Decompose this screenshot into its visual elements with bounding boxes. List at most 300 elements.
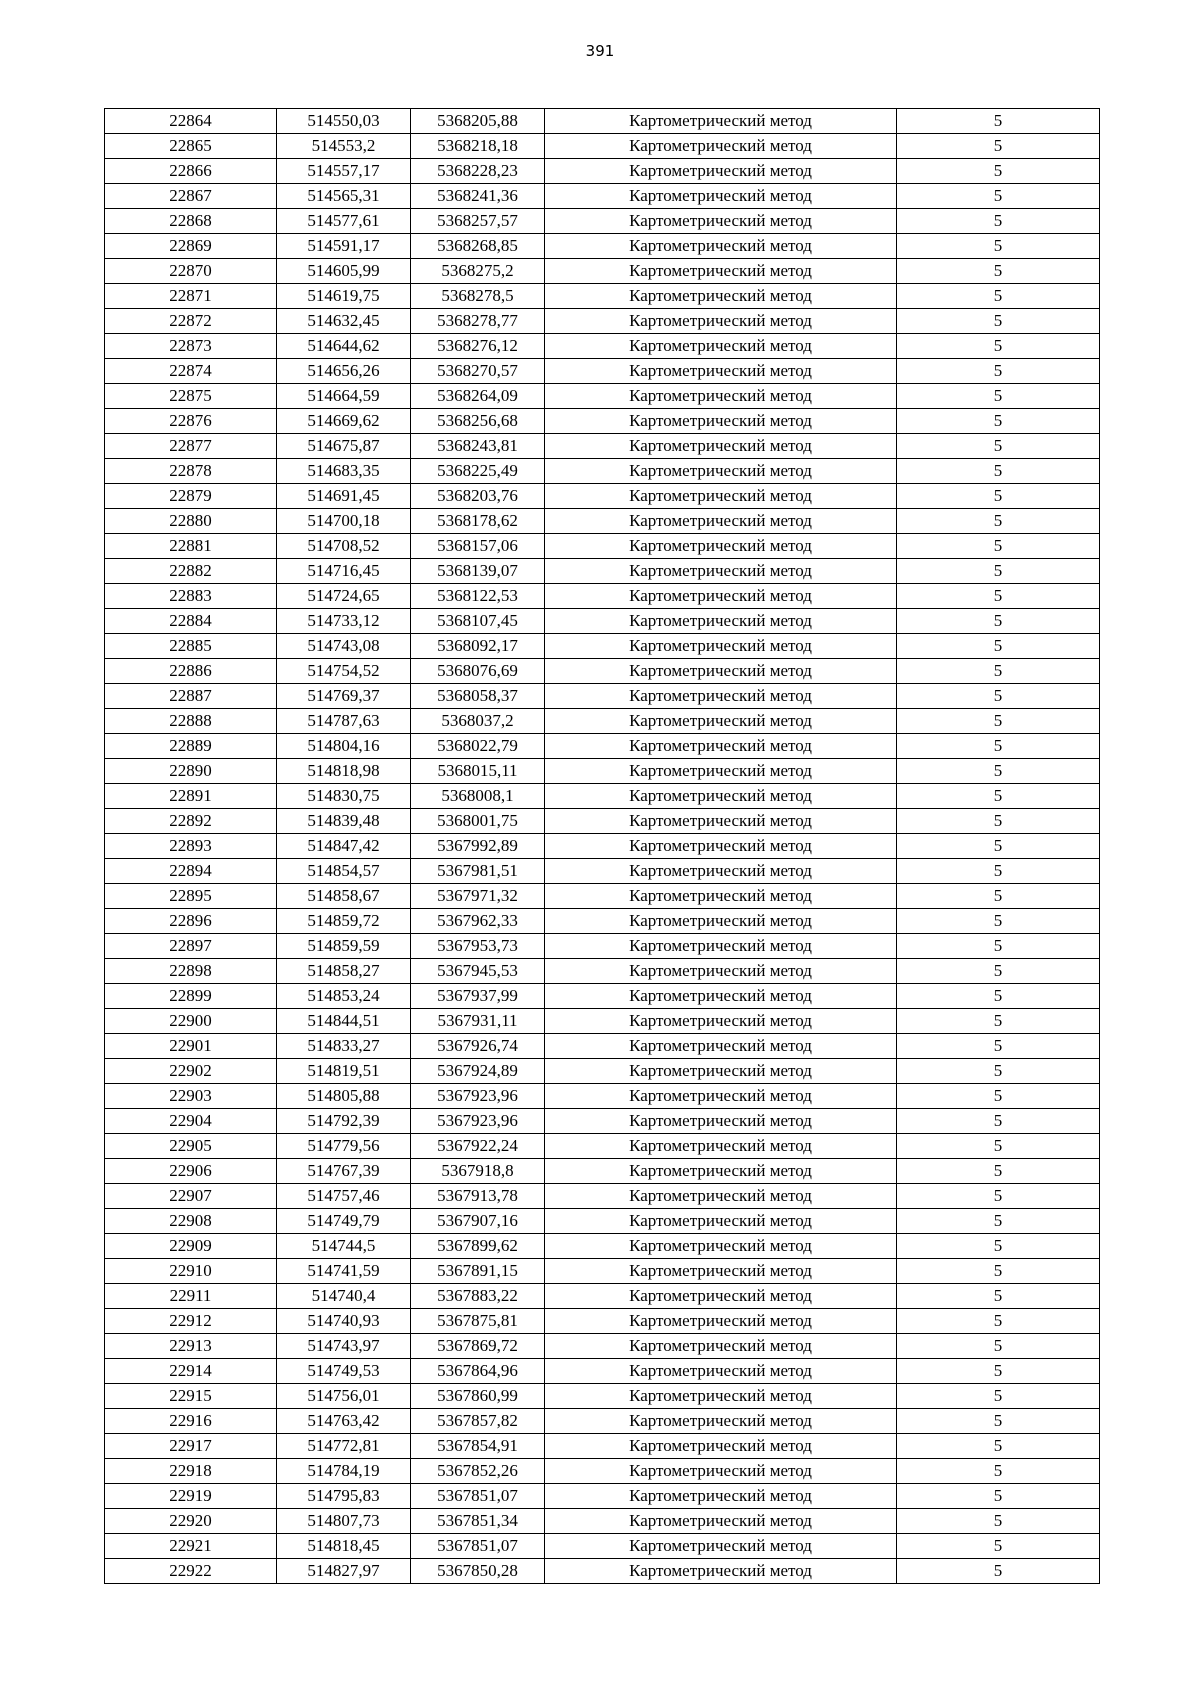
method-cell: Картометрический метод [545, 1259, 897, 1284]
y-coordinate-cell: 5367981,51 [411, 859, 545, 884]
x-coordinate-cell: 514819,51 [277, 1059, 411, 1084]
method-cell: Картометрический метод [545, 1184, 897, 1209]
point-number-cell: 22870 [105, 259, 277, 284]
precision-cell: 5 [897, 1109, 1100, 1134]
method-cell: Картометрический метод [545, 884, 897, 909]
y-coordinate-cell: 5368203,76 [411, 484, 545, 509]
table-row [105, 559, 1100, 584]
precision-cell: 5 [897, 184, 1100, 209]
precision-cell: 5 [897, 1409, 1100, 1434]
method-cell: Картометрический метод [545, 459, 897, 484]
method-cell: Картометрический метод [545, 134, 897, 159]
point-number-cell: 22866 [105, 159, 277, 184]
table-row [105, 909, 1100, 934]
table-row [105, 1434, 1100, 1459]
y-coordinate-cell: 5367918,8 [411, 1159, 545, 1184]
table-row [105, 1334, 1100, 1359]
method-cell: Картометрический метод [545, 1334, 897, 1359]
precision-cell: 5 [897, 634, 1100, 659]
y-coordinate-cell: 5368278,5 [411, 284, 545, 309]
table-row [105, 1059, 1100, 1084]
x-coordinate-cell: 514591,17 [277, 234, 411, 259]
table-row [105, 209, 1100, 234]
precision-cell: 5 [897, 1134, 1100, 1159]
y-coordinate-cell: 5368092,17 [411, 634, 545, 659]
point-number-cell: 22871 [105, 284, 277, 309]
table-row [105, 509, 1100, 534]
y-coordinate-cell: 5368205,88 [411, 109, 545, 134]
point-number-cell: 22865 [105, 134, 277, 159]
x-coordinate-cell: 514557,17 [277, 159, 411, 184]
method-cell: Картометрический метод [545, 1084, 897, 1109]
y-coordinate-cell: 5367923,96 [411, 1109, 545, 1134]
point-number-cell: 22909 [105, 1234, 277, 1259]
point-number-cell: 22889 [105, 734, 277, 759]
table-row [105, 1109, 1100, 1134]
x-coordinate-cell: 514744,5 [277, 1234, 411, 1259]
y-coordinate-cell: 5367899,62 [411, 1234, 545, 1259]
point-number-cell: 22899 [105, 984, 277, 1009]
x-coordinate-cell: 514844,51 [277, 1009, 411, 1034]
point-number-cell: 22884 [105, 609, 277, 634]
precision-cell: 5 [897, 209, 1100, 234]
y-coordinate-cell: 5367953,73 [411, 934, 545, 959]
method-cell: Картометрический метод [545, 434, 897, 459]
point-number-cell: 22876 [105, 409, 277, 434]
point-number-cell: 22904 [105, 1109, 277, 1134]
precision-cell: 5 [897, 1484, 1100, 1509]
point-number-cell: 22869 [105, 234, 277, 259]
point-number-cell: 22882 [105, 559, 277, 584]
point-number-cell: 22881 [105, 534, 277, 559]
x-coordinate-cell: 514767,39 [277, 1159, 411, 1184]
table-row [105, 1009, 1100, 1034]
y-coordinate-cell: 5367924,89 [411, 1059, 545, 1084]
table-row [105, 1484, 1100, 1509]
method-cell: Картометрический метод [545, 934, 897, 959]
method-cell: Картометрический метод [545, 1459, 897, 1484]
method-cell: Картометрический метод [545, 609, 897, 634]
y-coordinate-cell: 5368278,77 [411, 309, 545, 334]
x-coordinate-cell: 514804,16 [277, 734, 411, 759]
table-row [105, 1184, 1100, 1209]
table-row [105, 1159, 1100, 1184]
x-coordinate-cell: 514675,87 [277, 434, 411, 459]
x-coordinate-cell: 514779,56 [277, 1134, 411, 1159]
x-coordinate-cell: 514683,35 [277, 459, 411, 484]
method-cell: Картометрический метод [545, 1009, 897, 1034]
x-coordinate-cell: 514757,46 [277, 1184, 411, 1209]
method-cell: Картометрический метод [545, 1484, 897, 1509]
table-row [105, 834, 1100, 859]
x-coordinate-cell: 514743,97 [277, 1334, 411, 1359]
precision-cell: 5 [897, 534, 1100, 559]
table-row [105, 1259, 1100, 1284]
precision-cell: 5 [897, 409, 1100, 434]
y-coordinate-cell: 5368139,07 [411, 559, 545, 584]
x-coordinate-cell: 514741,59 [277, 1259, 411, 1284]
x-coordinate-cell: 514749,79 [277, 1209, 411, 1234]
y-coordinate-cell: 5368264,09 [411, 384, 545, 409]
y-coordinate-cell: 5368001,75 [411, 809, 545, 834]
method-cell: Картометрический метод [545, 509, 897, 534]
x-coordinate-cell: 514644,62 [277, 334, 411, 359]
method-cell: Картометрический метод [545, 709, 897, 734]
x-coordinate-cell: 514818,45 [277, 1534, 411, 1559]
y-coordinate-cell: 5368076,69 [411, 659, 545, 684]
point-number-cell: 22895 [105, 884, 277, 909]
table-row [105, 284, 1100, 309]
table-row [105, 809, 1100, 834]
method-cell: Картометрический метод [545, 184, 897, 209]
point-number-cell: 22915 [105, 1384, 277, 1409]
table-row [105, 159, 1100, 184]
point-number-cell: 22919 [105, 1484, 277, 1509]
precision-cell: 5 [897, 684, 1100, 709]
method-cell: Картометрический метод [545, 1059, 897, 1084]
table-row [105, 334, 1100, 359]
method-cell: Картометрический метод [545, 1234, 897, 1259]
method-cell: Картометрический метод [545, 909, 897, 934]
precision-cell: 5 [897, 1359, 1100, 1384]
point-number-cell: 22901 [105, 1034, 277, 1059]
precision-cell: 5 [897, 1259, 1100, 1284]
precision-cell: 5 [897, 934, 1100, 959]
table-row [105, 734, 1100, 759]
table-row [105, 759, 1100, 784]
point-number-cell: 22916 [105, 1409, 277, 1434]
page-number: 391 [585, 42, 615, 60]
table-row [105, 1134, 1100, 1159]
x-coordinate-cell: 514749,53 [277, 1359, 411, 1384]
point-number-cell: 22918 [105, 1459, 277, 1484]
point-number-cell: 22914 [105, 1359, 277, 1384]
point-number-cell: 22921 [105, 1534, 277, 1559]
precision-cell: 5 [897, 1434, 1100, 1459]
table-row [105, 934, 1100, 959]
table-row [105, 384, 1100, 409]
x-coordinate-cell: 514763,42 [277, 1409, 411, 1434]
y-coordinate-cell: 5367926,74 [411, 1034, 545, 1059]
y-coordinate-cell: 5368257,57 [411, 209, 545, 234]
table-row [105, 134, 1100, 159]
point-number-cell: 22900 [105, 1009, 277, 1034]
y-coordinate-cell: 5367992,89 [411, 834, 545, 859]
x-coordinate-cell: 514740,4 [277, 1284, 411, 1309]
method-cell: Картометрический метод [545, 1509, 897, 1534]
precision-cell: 5 [897, 359, 1100, 384]
x-coordinate-cell: 514769,37 [277, 684, 411, 709]
table-row [105, 609, 1100, 634]
precision-cell: 5 [897, 109, 1100, 134]
table-row [105, 1534, 1100, 1559]
precision-cell: 5 [897, 1059, 1100, 1084]
coordinates-table [104, 108, 1100, 1584]
y-coordinate-cell: 5367923,96 [411, 1084, 545, 1109]
precision-cell: 5 [897, 959, 1100, 984]
precision-cell: 5 [897, 759, 1100, 784]
y-coordinate-cell: 5368178,62 [411, 509, 545, 534]
point-number-cell: 22920 [105, 1509, 277, 1534]
precision-cell: 5 [897, 1184, 1100, 1209]
table-row [105, 1084, 1100, 1109]
table-row [105, 484, 1100, 509]
point-number-cell: 22867 [105, 184, 277, 209]
method-cell: Картометрический метод [545, 1359, 897, 1384]
y-coordinate-cell: 5368218,18 [411, 134, 545, 159]
precision-cell: 5 [897, 1034, 1100, 1059]
precision-cell: 5 [897, 859, 1100, 884]
x-coordinate-cell: 514708,52 [277, 534, 411, 559]
table-row [105, 409, 1100, 434]
table-row [105, 984, 1100, 1009]
point-number-cell: 22873 [105, 334, 277, 359]
precision-cell: 5 [897, 1284, 1100, 1309]
precision-cell: 5 [897, 284, 1100, 309]
y-coordinate-cell: 5368022,79 [411, 734, 545, 759]
point-number-cell: 22888 [105, 709, 277, 734]
table-row [105, 634, 1100, 659]
y-coordinate-cell: 5368256,68 [411, 409, 545, 434]
x-coordinate-cell: 514740,93 [277, 1309, 411, 1334]
y-coordinate-cell: 5367851,34 [411, 1509, 545, 1534]
y-coordinate-cell: 5368243,81 [411, 434, 545, 459]
y-coordinate-cell: 5367857,82 [411, 1409, 545, 1434]
method-cell: Картометрический метод [545, 1134, 897, 1159]
point-number-cell: 22887 [105, 684, 277, 709]
point-number-cell: 22913 [105, 1334, 277, 1359]
table-row [105, 234, 1100, 259]
precision-cell: 5 [897, 884, 1100, 909]
precision-cell: 5 [897, 459, 1100, 484]
precision-cell: 5 [897, 834, 1100, 859]
method-cell: Картометрический метод [545, 1409, 897, 1434]
x-coordinate-cell: 514632,45 [277, 309, 411, 334]
x-coordinate-cell: 514664,59 [277, 384, 411, 409]
method-cell: Картометрический метод [545, 734, 897, 759]
point-number-cell: 22875 [105, 384, 277, 409]
point-number-cell: 22894 [105, 859, 277, 884]
y-coordinate-cell: 5367852,26 [411, 1459, 545, 1484]
y-coordinate-cell: 5368268,85 [411, 234, 545, 259]
precision-cell: 5 [897, 159, 1100, 184]
point-number-cell: 22905 [105, 1134, 277, 1159]
point-number-cell: 22879 [105, 484, 277, 509]
method-cell: Картометрический метод [545, 1034, 897, 1059]
y-coordinate-cell: 5367945,53 [411, 959, 545, 984]
y-coordinate-cell: 5367851,07 [411, 1534, 545, 1559]
precision-cell: 5 [897, 234, 1100, 259]
method-cell: Картометрический метод [545, 1309, 897, 1334]
table-row [105, 1234, 1100, 1259]
x-coordinate-cell: 514858,67 [277, 884, 411, 909]
precision-cell: 5 [897, 1459, 1100, 1484]
x-coordinate-cell: 514743,08 [277, 634, 411, 659]
x-coordinate-cell: 514724,65 [277, 584, 411, 609]
table-row [105, 434, 1100, 459]
point-number-cell: 22885 [105, 634, 277, 659]
point-number-cell: 22878 [105, 459, 277, 484]
point-number-cell: 22903 [105, 1084, 277, 1109]
x-coordinate-cell: 514805,88 [277, 1084, 411, 1109]
precision-cell: 5 [897, 434, 1100, 459]
precision-cell: 5 [897, 1534, 1100, 1559]
point-number-cell: 22890 [105, 759, 277, 784]
method-cell: Картометрический метод [545, 1159, 897, 1184]
precision-cell: 5 [897, 984, 1100, 1009]
point-number-cell: 22912 [105, 1309, 277, 1334]
precision-cell: 5 [897, 609, 1100, 634]
method-cell: Картометрический метод [545, 834, 897, 859]
y-coordinate-cell: 5367869,72 [411, 1334, 545, 1359]
x-coordinate-cell: 514795,83 [277, 1484, 411, 1509]
table-row [105, 1034, 1100, 1059]
x-coordinate-cell: 514839,48 [277, 809, 411, 834]
precision-cell: 5 [897, 259, 1100, 284]
y-coordinate-cell: 5368225,49 [411, 459, 545, 484]
x-coordinate-cell: 514807,73 [277, 1509, 411, 1534]
x-coordinate-cell: 514733,12 [277, 609, 411, 634]
x-coordinate-cell: 514577,61 [277, 209, 411, 234]
table-row [105, 534, 1100, 559]
x-coordinate-cell: 514858,27 [277, 959, 411, 984]
method-cell: Картометрический метод [545, 109, 897, 134]
table-row [105, 1384, 1100, 1409]
y-coordinate-cell: 5368157,06 [411, 534, 545, 559]
point-number-cell: 22880 [105, 509, 277, 534]
point-number-cell: 22883 [105, 584, 277, 609]
x-coordinate-cell: 514565,31 [277, 184, 411, 209]
point-number-cell: 22906 [105, 1159, 277, 1184]
method-cell: Картометрический метод [545, 159, 897, 184]
table-row [105, 109, 1100, 134]
method-cell: Картометрический метод [545, 1534, 897, 1559]
table-row [105, 184, 1100, 209]
y-coordinate-cell: 5367854,91 [411, 1434, 545, 1459]
y-coordinate-cell: 5367891,15 [411, 1259, 545, 1284]
precision-cell: 5 [897, 1334, 1100, 1359]
y-coordinate-cell: 5367962,33 [411, 909, 545, 934]
method-cell: Картометрический метод [545, 309, 897, 334]
point-number-cell: 22868 [105, 209, 277, 234]
precision-cell: 5 [897, 734, 1100, 759]
point-number-cell: 22864 [105, 109, 277, 134]
precision-cell: 5 [897, 709, 1100, 734]
precision-cell: 5 [897, 1384, 1100, 1409]
point-number-cell: 22893 [105, 834, 277, 859]
method-cell: Картометрический метод [545, 659, 897, 684]
y-coordinate-cell: 5368122,53 [411, 584, 545, 609]
method-cell: Картометрический метод [545, 559, 897, 584]
y-coordinate-cell: 5367937,99 [411, 984, 545, 1009]
x-coordinate-cell: 514550,03 [277, 109, 411, 134]
method-cell: Картометрический метод [545, 984, 897, 1009]
x-coordinate-cell: 514784,19 [277, 1459, 411, 1484]
precision-cell: 5 [897, 484, 1100, 509]
point-number-cell: 22902 [105, 1059, 277, 1084]
table-row [105, 459, 1100, 484]
method-cell: Картометрический метод [545, 959, 897, 984]
method-cell: Картометрический метод [545, 859, 897, 884]
table-row [105, 359, 1100, 384]
x-coordinate-cell: 514756,01 [277, 1384, 411, 1409]
method-cell: Картометрический метод [545, 809, 897, 834]
precision-cell: 5 [897, 384, 1100, 409]
method-cell: Картометрический метод [545, 784, 897, 809]
table-row [105, 1209, 1100, 1234]
x-coordinate-cell: 514553,2 [277, 134, 411, 159]
y-coordinate-cell: 5368275,2 [411, 259, 545, 284]
y-coordinate-cell: 5368015,11 [411, 759, 545, 784]
y-coordinate-cell: 5367860,99 [411, 1384, 545, 1409]
point-number-cell: 22908 [105, 1209, 277, 1234]
x-coordinate-cell: 514700,18 [277, 509, 411, 534]
point-number-cell: 22897 [105, 934, 277, 959]
point-number-cell: 22922 [105, 1559, 277, 1584]
precision-cell: 5 [897, 1309, 1100, 1334]
y-coordinate-cell: 5368107,45 [411, 609, 545, 634]
x-coordinate-cell: 514859,72 [277, 909, 411, 934]
table-row [105, 259, 1100, 284]
precision-cell: 5 [897, 659, 1100, 684]
precision-cell: 5 [897, 809, 1100, 834]
point-number-cell: 22896 [105, 909, 277, 934]
x-coordinate-cell: 514619,75 [277, 284, 411, 309]
method-cell: Картометрический метод [545, 334, 897, 359]
y-coordinate-cell: 5368241,36 [411, 184, 545, 209]
precision-cell: 5 [897, 784, 1100, 809]
precision-cell: 5 [897, 334, 1100, 359]
point-number-cell: 22891 [105, 784, 277, 809]
method-cell: Картометрический метод [545, 234, 897, 259]
point-number-cell: 22911 [105, 1284, 277, 1309]
method-cell: Картометрический метод [545, 484, 897, 509]
y-coordinate-cell: 5367875,81 [411, 1309, 545, 1334]
method-cell: Картометрический метод [545, 584, 897, 609]
x-coordinate-cell: 514656,26 [277, 359, 411, 384]
table-row [105, 859, 1100, 884]
x-coordinate-cell: 514605,99 [277, 259, 411, 284]
x-coordinate-cell: 514847,42 [277, 834, 411, 859]
y-coordinate-cell: 5367931,11 [411, 1009, 545, 1034]
y-coordinate-cell: 5367850,28 [411, 1559, 545, 1584]
table-row [105, 1309, 1100, 1334]
x-coordinate-cell: 514792,39 [277, 1109, 411, 1134]
y-coordinate-cell: 5367971,32 [411, 884, 545, 909]
point-number-cell: 22910 [105, 1259, 277, 1284]
x-coordinate-cell: 514830,75 [277, 784, 411, 809]
x-coordinate-cell: 514669,62 [277, 409, 411, 434]
table-row [105, 1559, 1100, 1584]
y-coordinate-cell: 5367907,16 [411, 1209, 545, 1234]
x-coordinate-cell: 514787,63 [277, 709, 411, 734]
method-cell: Картометрический метод [545, 359, 897, 384]
precision-cell: 5 [897, 1009, 1100, 1034]
table-row [105, 1284, 1100, 1309]
x-coordinate-cell: 514833,27 [277, 1034, 411, 1059]
method-cell: Картометрический метод [545, 259, 897, 284]
x-coordinate-cell: 514827,97 [277, 1559, 411, 1584]
table-row [105, 684, 1100, 709]
method-cell: Картометрический метод [545, 534, 897, 559]
table-row [105, 1459, 1100, 1484]
precision-cell: 5 [897, 509, 1100, 534]
y-coordinate-cell: 5367883,22 [411, 1284, 545, 1309]
y-coordinate-cell: 5368270,57 [411, 359, 545, 384]
table-row [105, 1409, 1100, 1434]
method-cell: Картометрический метод [545, 409, 897, 434]
precision-cell: 5 [897, 1159, 1100, 1184]
